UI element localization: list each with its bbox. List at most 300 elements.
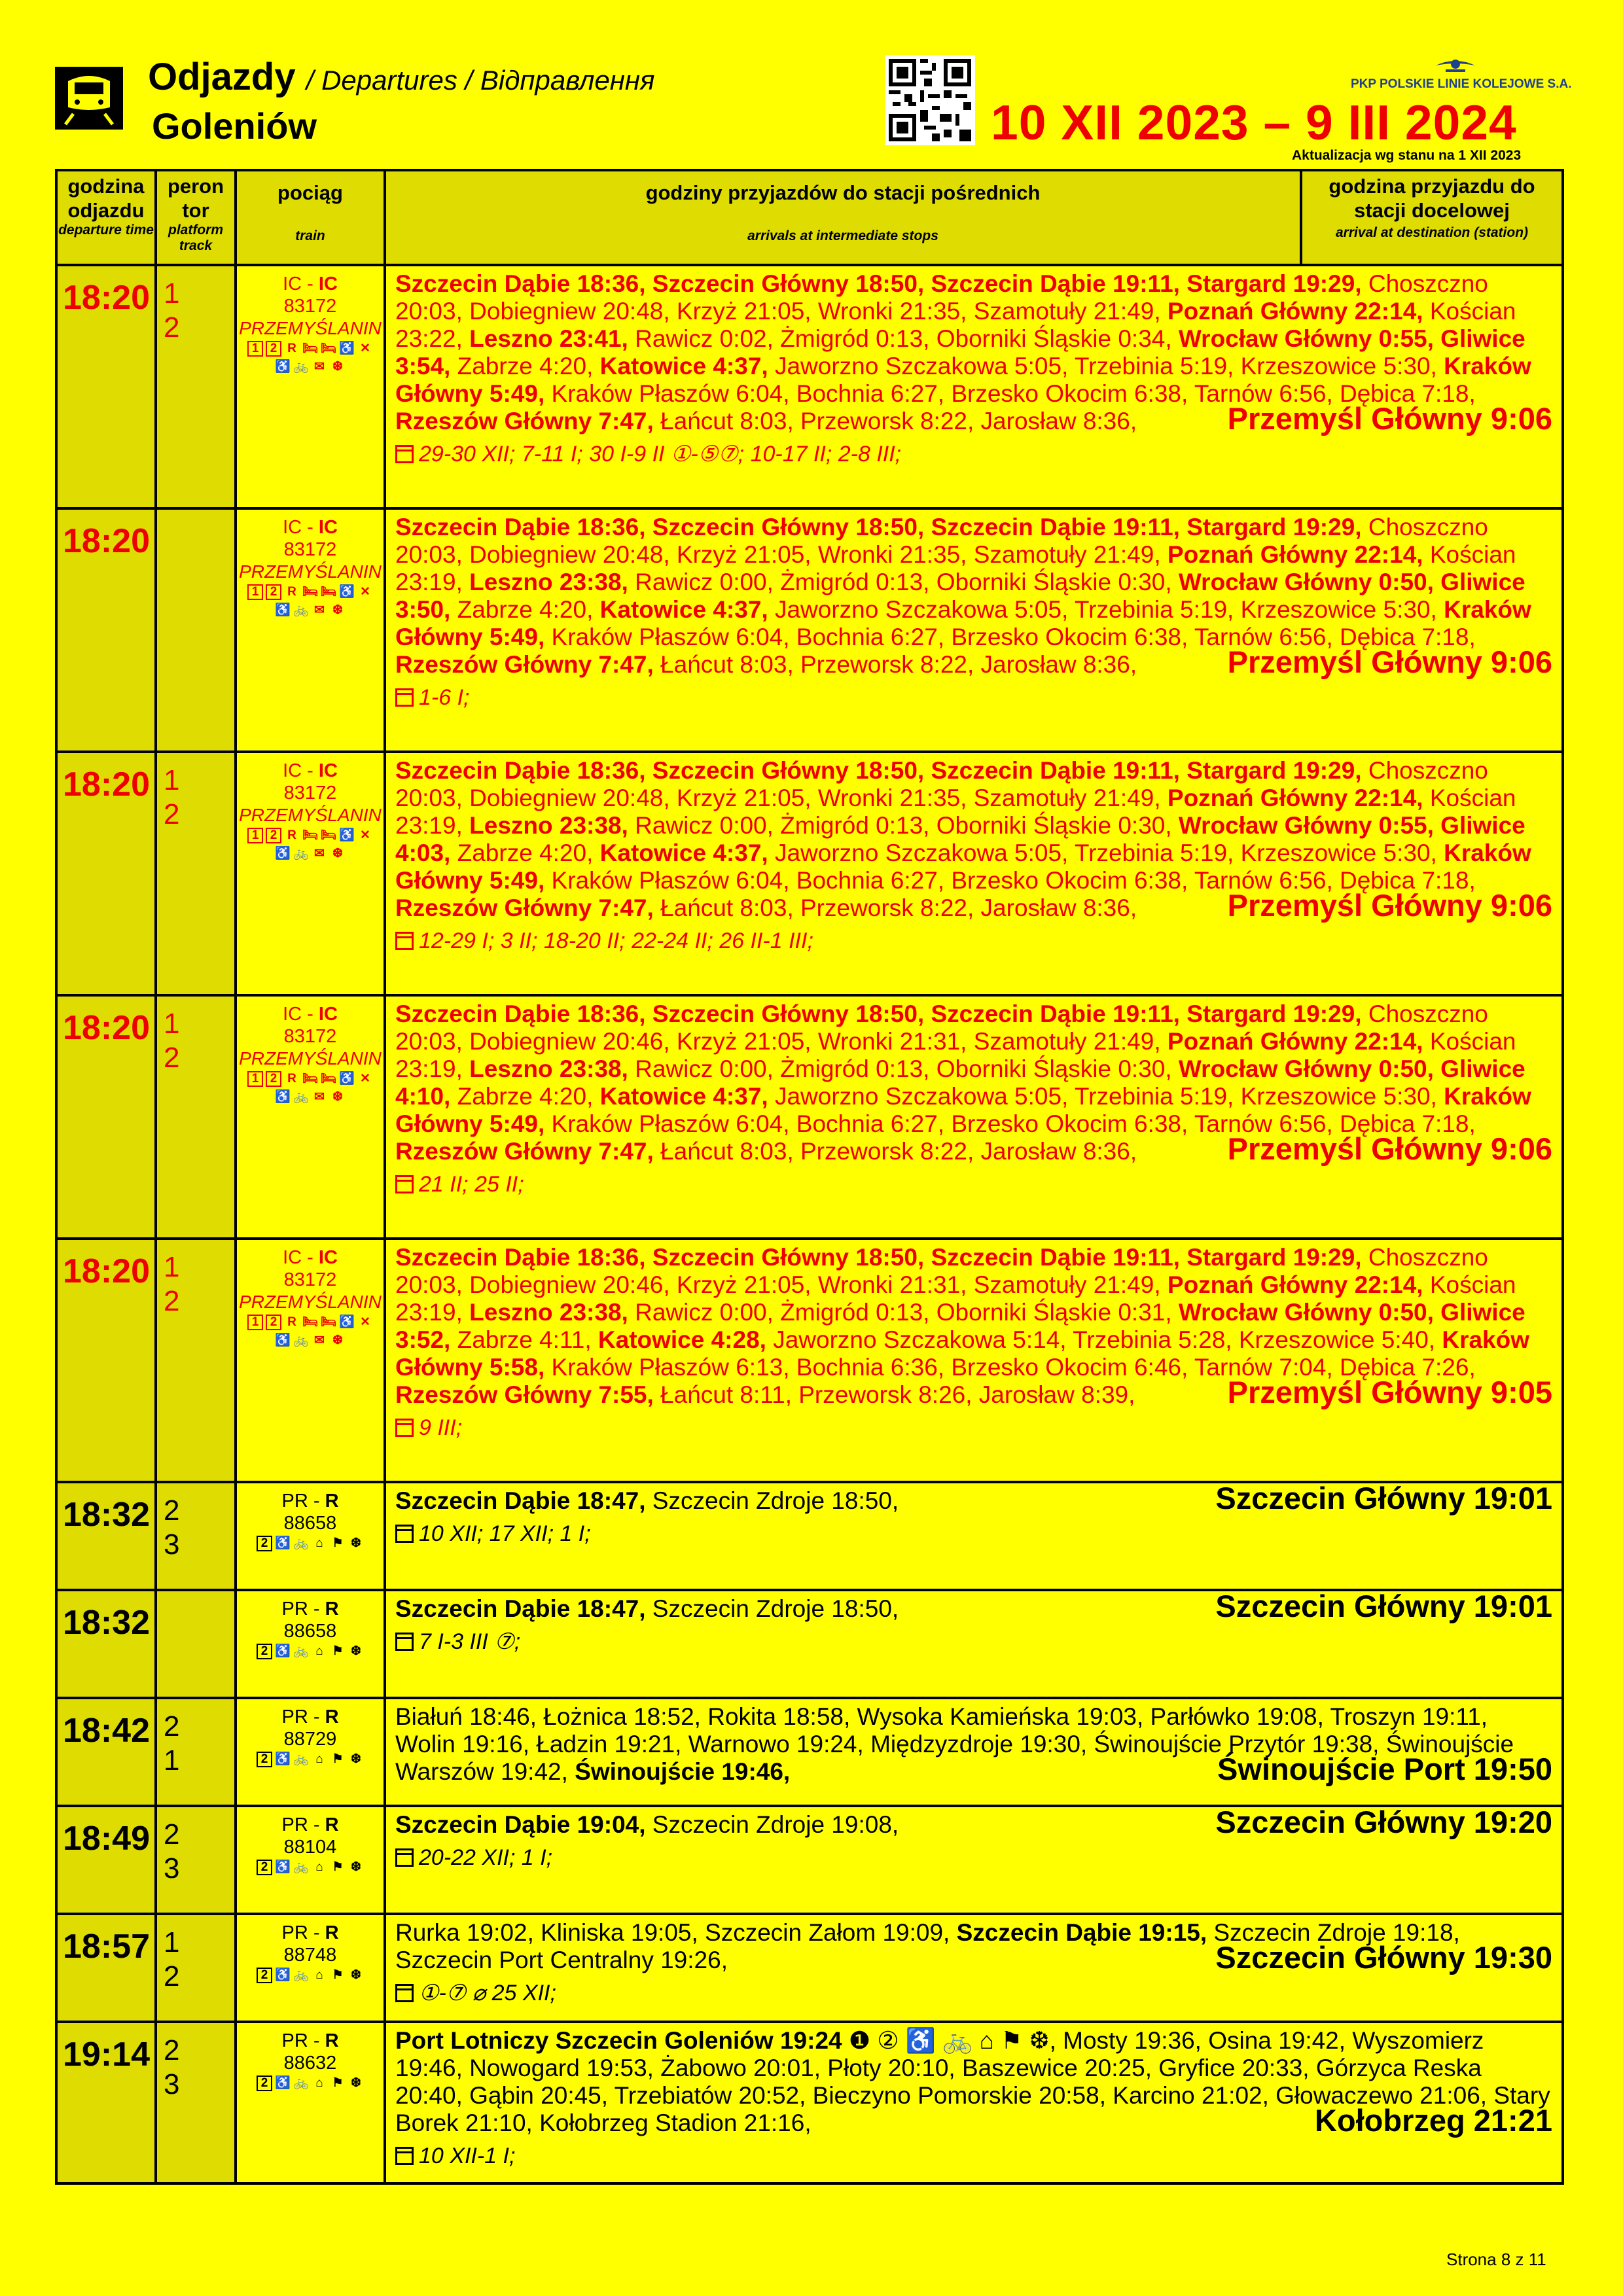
sleeper-icon: 🛏 [302,585,319,599]
air-conditioning-icon: ❆ [332,1333,343,1347]
socket-icon: ⚑ [332,1752,344,1766]
calendar-row [395,684,1552,711]
train-amenities [237,1644,383,1659]
track-number: 2 [164,1960,180,1992]
platform-number: 2 [164,1818,180,1850]
wheelchair-icon: ♿ [275,1090,291,1104]
couchette-icon: 🛏 [321,1072,337,1086]
timetable [55,169,1564,2185]
intermediate-stops: Szczecin Dąbie 18:47, Szczecin Zdroje 18:50, [395,1595,899,1622]
calendar-icon [395,1419,414,1437]
category-code: R [325,1814,339,1835]
bicycle-icon: 🚲 [293,847,309,860]
departure-time: 18:32 [63,1496,150,1534]
running-days: 12-29 I; 3 II; 18-20 II; 22-24 II; 26 II-1 III; [419,928,813,953]
column-destination [1301,170,1563,265]
table-row [56,265,1563,508]
train-category: PR - R [281,1598,339,1619]
second-class-icon: 2 [266,584,281,600]
departure-time-cell [56,1806,156,1914]
destination-arrival: Szczecin Główny 19:30 [1215,1940,1552,1975]
column-dest-label: godzina przyjazdu do stacji docelowej [1329,175,1535,222]
platform-number: 1 [164,764,180,796]
couchette-icon: 🛏 [321,828,337,842]
carrier: PR [281,1598,308,1619]
bicycle-icon: 🚲 [293,1644,309,1658]
header-row [56,170,1563,265]
train-cell [236,1914,385,2022]
reservation-icon: R [287,1072,296,1086]
departure-time-cell [56,265,156,508]
mail-icon: ✉ [314,1090,325,1104]
second-class-icon: 2 [257,1752,272,1767]
bicycle-icon: 🚲 [293,1333,309,1347]
train-name: PRZEMYŚLANIN [239,561,382,582]
track-number: 2 [164,1285,180,1317]
running-days: 1-6 I; [419,685,470,710]
station-name: Goleniów [152,105,317,147]
calendar-icon [395,932,414,950]
track-number [164,1636,234,1670]
column-platform-en: platform track [168,222,223,253]
running-days: 21 II; 25 II; [419,1172,524,1197]
destination-arrival: Szczecin Główny 19:01 [1215,1481,1552,1515]
second-class-icon: 2 [257,1860,272,1875]
second-class-icon: 2 [257,2075,272,2091]
destination-arrival: Przemyśl Główny 9:05 [1227,1375,1552,1409]
train-category: PR - R [281,1922,339,1943]
platform-cell [156,265,236,508]
route-cell [385,1482,1563,1590]
air-conditioning-icon: ❆ [332,847,343,860]
platform-cell [156,1590,236,1698]
train-amenities [237,1752,383,1767]
route-cell [385,1806,1563,1914]
first-class-icon: 1 [247,1315,263,1330]
table-row [56,1914,1563,2022]
train-cell [236,1590,385,1698]
bicycle-icon: 🚲 [293,603,309,617]
bicycle-icon: 🚲 [293,1752,309,1766]
wifi-icon: ⌂ [315,1860,323,1874]
category-code: IC [318,1004,338,1025]
title-text: Odjazdy [148,56,296,98]
table-row [56,2022,1563,2183]
calendar-row [395,927,1552,955]
platform-number [164,520,234,554]
calendar-row [395,1414,1552,1441]
carrier: IC [283,1004,302,1025]
title-translation: / Departures / Відправлення [306,65,655,96]
calendar-row [395,1520,1552,1547]
carrier: PR [281,1491,308,1511]
qr-code-icon [885,55,975,145]
carrier: IC [283,760,302,781]
category-code: R [325,1598,339,1619]
category-code: IC [318,1247,338,1268]
wheelchair-icon: ♿ [275,1536,291,1550]
no-smoking-icon: ✕ [360,1072,370,1086]
column-train-en: train [295,228,325,243]
departure-time: 18:20 [63,1252,150,1290]
departure-time: 18:49 [63,1820,150,1858]
calendar-icon [395,2147,414,2165]
track-number: 3 [164,1852,180,1884]
train-amenities [237,828,383,862]
second-class-icon: 2 [266,828,281,843]
train-cell [236,1239,385,1482]
column-time-label: godzina odjazdu [67,175,145,222]
train-cell [236,1482,385,1590]
couchette-icon: 🛏 [321,585,337,599]
calendar-icon [395,1525,414,1543]
couchette-icon: 🛏 [321,342,337,355]
category-code: IC [318,760,338,781]
header [55,55,1572,169]
carrier: IC [283,274,302,294]
bicycle-icon: 🚲 [293,1860,309,1874]
train-number: 83172 [283,296,337,317]
reservation-icon: R [287,828,296,842]
couchette-icon: 🛏 [321,1315,337,1329]
socket-icon: ⚑ [332,1968,344,1982]
calendar-row [395,1979,1552,2007]
wifi-icon: ⌂ [315,1644,323,1658]
track-number: 2 [164,311,180,344]
platform-number: 1 [164,277,180,309]
running-days: 10 XII-1 I; [419,2144,516,2168]
platform-number: 2 [164,2034,180,2066]
platform-number: 1 [164,1926,180,1958]
train-cell [236,752,385,995]
route-cell [385,752,1563,995]
train-name: PRZEMYŚLANIN [239,1292,382,1312]
departure-time: 18:20 [63,1009,150,1047]
accessible-sleeper-icon: ♿ [339,1072,355,1086]
wifi-icon: ⌂ [315,1536,323,1550]
platform-cell [156,508,236,752]
accessible-sleeper-icon: ♿ [339,828,355,842]
first-class-icon: 1 [247,828,263,843]
sleeper-icon: 🛏 [302,342,319,355]
category-code: IC [318,517,338,538]
second-class-icon: 2 [266,1315,281,1330]
calendar-row [395,1628,1552,1655]
train-number: 83172 [283,1026,337,1047]
reservation-icon: R [287,1315,296,1329]
departure-time-cell [56,1698,156,1806]
platform-cell [156,2022,236,2183]
mail-icon: ✉ [314,847,325,860]
route-cell [385,1590,1563,1698]
running-days: ①-⑦ ⌀ 25 XII; [419,1981,556,2005]
column-stops-en: arrivals at intermediate stops [747,228,938,243]
train-category: IC - IC [283,1004,338,1025]
carrier: IC [283,1247,302,1268]
table-row [56,995,1563,1239]
column-stops-label: godziny przyjazdów do stacji pośrednich [645,181,1041,204]
first-class-icon: 1 [247,584,263,600]
column-time-en: departure time [58,222,154,238]
train-name: PRZEMYŚLANIN [239,805,382,825]
first-class-icon: 1 [247,1071,263,1087]
train-amenities [237,2075,383,2091]
carrier: PR [281,1814,308,1835]
category-code: R [325,1922,339,1943]
wheelchair-icon: ♿ [275,1968,291,1982]
train-name: PRZEMYŚLANIN [239,1048,382,1069]
train-amenities [237,584,383,618]
carrier: IC [283,517,302,538]
bicycle-icon: 🚲 [293,1536,309,1550]
category-code: R [325,1706,339,1727]
departure-time: 18:57 [63,1928,150,1966]
wheelchair-icon: ♿ [275,360,291,374]
route-cell [385,1239,1563,1482]
second-class-icon: 2 [266,341,281,357]
carrier: PR [281,1922,308,1943]
destination-arrival: Świnoujście Port 19:50 [1217,1752,1552,1786]
wheelchair-icon: ♿ [275,1860,291,1874]
wifi-icon: ⌂ [315,1752,323,1766]
departure-time: 18:20 [63,279,150,317]
train-number: 88658 [283,1513,337,1534]
calendar-icon [395,1984,414,2002]
second-class-icon: 2 [257,1644,272,1659]
departure-time-cell [56,1482,156,1590]
train-number: 83172 [283,783,337,804]
wheelchair-icon: ♿ [275,847,291,860]
destination-arrival: Przemyśl Główny 9:06 [1227,888,1552,923]
no-smoking-icon: ✕ [360,342,370,355]
sleeper-icon: 🛏 [302,828,319,842]
track-number: 2 [164,1042,180,1074]
running-days: 20-22 XII; 1 I; [419,1845,553,1870]
sleeper-icon: 🛏 [302,1315,319,1329]
air-conditioning-icon: ❆ [351,1536,361,1550]
train-category: PR - R [281,1491,339,1511]
platform-cell [156,995,236,1239]
departure-time-cell [56,752,156,995]
platform-cell [156,1914,236,2022]
validity-period: 10 XII 2023 – 9 III 2024 [991,95,1517,150]
train-category: IC - IC [283,760,338,781]
wheelchair-icon: ♿ [275,1333,291,1347]
air-conditioning-icon: ❆ [332,360,343,374]
train-icon [55,67,123,130]
mail-icon: ✉ [314,1333,325,1347]
train-name: PRZEMYŚLANIN [239,318,382,338]
calendar-icon [395,1848,414,1867]
table-row [56,1239,1563,1482]
departure-time: 18:42 [63,1712,150,1750]
train-number: 88729 [283,1729,337,1750]
platform-cell [156,752,236,995]
departure-time: 18:20 [63,522,150,560]
socket-icon: ⚑ [332,1644,344,1658]
column-stops [385,170,1301,265]
platform-number: 1 [164,1008,180,1040]
no-smoking-icon: ✕ [360,585,370,599]
train-amenities [237,341,383,375]
calendar-row [395,1844,1552,1871]
track-number: 3 [164,2068,180,2100]
departure-time-cell [56,1239,156,1482]
carrier: PR [281,2030,308,2051]
destination-arrival: Szczecin Główny 19:01 [1215,1589,1552,1623]
bicycle-icon: 🚲 [293,2076,309,2090]
departure-time-cell [56,2022,156,2183]
intermediate-stops: Szczecin Dąbie 18:36, Szczecin Główny 18:50, Szczecin Dąbie 19:11, Stargard 19:29, Choszczno 20:03, Dobiegniew 20:46, Krzyż 21:05, Wronki 21:31, Szamotuły 21:49, Poznań Główny 22:14, Kościan 23:19, Leszno 23:38, Rawicz 0:00, Żmigród 0:13, Oborniki Śląskie 0:31, Wrocław Główny 0:50, Gliwice 3:52, Zabrze 4:11, Katowice 4:28, Jaworzno Szczakowa 5:14, Trzebinia 5:28, Krzeszowice 5:40, Kraków Główny 5:58, Kraków Płaszów 6:13, Bochnia 6:36, Brzesko Okocim 6:46, Tarnów 7:04, Dębica 7:26, Rzeszów Główny 7:55, Łańcut 8:11, Przeworsk 8:26, Jarosław 8:39, [395,1244,1530,1408]
train-category: IC - IC [283,517,338,538]
page-number: Strona 8 z 11 [1446,2250,1546,2269]
train-number: 88658 [283,1621,337,1642]
route-cell [385,1914,1563,2022]
column-platform [156,170,236,265]
train-category: PR - R [281,1706,339,1727]
calendar-icon [395,688,414,707]
track-number: 2 [164,798,180,830]
bicycle-icon: 🚲 [293,1090,309,1104]
company-name: PKP POLSKIE LINIE KOLEJOWE S.A. [1351,77,1572,91]
intermediate-stops: Szczecin Dąbie 18:36, Szczecin Główny 18:50, Szczecin Dąbie 19:11, Stargard 19:29, Choszczno 20:03, Dobiegniew 20:48, Krzyż 21:05, Wronki 21:35, Szamotuły 21:49, Poznań Główny 22:14, Kościan 23:19, Leszno 23:38, Rawicz 0:00, Żmigród 0:13, Oborniki Śląskie 0:30, Wrocław Główny 0:50, Gliwice 3:50, Zabrze 4:20, Katowice 4:37, Jaworzno Szczakowa 5:05, Trzebinia 5:19, Krzeszowice 5:30, Kraków Główny 5:49, Kraków Płaszów 6:04, Bochnia 6:27, Brzesko Okocim 6:38, Tarnów 6:56, Dębica 7:18, Rzeszów Główny 7:47, Łańcut 8:03, Przeworsk 8:22, Jarosław 8:36, [395,514,1531,678]
carrier: PR [281,1706,308,1727]
pkp-logo [1351,55,1572,94]
departure-time-cell [56,1914,156,2022]
train-category: PR - R [281,1814,339,1835]
first-class-icon: 1 [247,341,263,357]
train-cell [236,1698,385,1806]
wheelchair-icon: ♿ [275,603,291,617]
departure-time: 18:32 [63,1604,150,1642]
air-conditioning-icon: ❆ [351,1752,361,1766]
route-cell [385,995,1563,1239]
route-cell [385,265,1563,508]
table-row [56,508,1563,752]
no-smoking-icon: ✕ [360,1315,370,1329]
calendar-icon [395,1633,414,1651]
calendar-icon [395,445,414,463]
socket-icon: ⚑ [332,1536,344,1550]
train-number: 83172 [283,539,337,560]
train-number: 88104 [283,1837,337,1858]
wheelchair-icon: ♿ [275,2076,291,2090]
destination-arrival: Przemyśl Główny 9:06 [1227,1131,1552,1166]
intermediate-stops: Port Lotniczy Szczecin Goleniów 19:24 ❶ ② ♿ 🚲 ⌂ ⚑ ❆, Mosty 19:36, Osina 19:42, Wyszomierz 19:46, Nowogard 19:53, Żabowo 20:01, Płoty 20:10, Baszewice 20:25, Gryfice 20:33, Górzyca Reska 20:40, Gąbin 20:45, Trzebiatów 20:52, Bieczyno Pomorskie 20:58, Karcino 21:02, Głowaczewo 21:06, Stary Borek 21:10, Kołobrzeg Stadion 21:16, [395,2027,1550,2136]
departure-time: 19:14 [63,2036,150,2074]
column-platform-label: peron tor [167,175,224,222]
table-row [56,752,1563,995]
table-row [56,1482,1563,1590]
wifi-icon: ⌂ [315,2076,323,2090]
wifi-icon: ⌂ [315,1968,323,1982]
air-conditioning-icon: ❆ [351,1968,361,1982]
table-row [56,1806,1563,1914]
train-category: PR - R [281,2030,339,2051]
wheelchair-icon: ♿ [275,1752,291,1766]
train-number: 88632 [283,2053,337,2074]
wheelchair-icon: ♿ [275,1644,291,1658]
departure-time-cell [56,995,156,1239]
train-amenities [237,1536,383,1551]
air-conditioning-icon: ❆ [332,603,343,617]
running-days: 29-30 XII; 7-11 I; 30 I-9 II ①-⑤⑦; 10-17 II; 2-8 III; [419,442,902,467]
departure-time: 18:20 [63,766,150,804]
train-amenities [237,1968,383,1983]
destination-arrival: Kołobrzeg 21:21 [1314,2103,1552,2138]
platform-cell [156,1239,236,1482]
train-cell [236,1806,385,1914]
train-cell [236,265,385,508]
track-number: 1 [164,1744,180,1776]
second-class-icon: 2 [257,1968,272,1983]
route-cell [385,1698,1563,1806]
sleeper-icon: 🛏 [302,1072,319,1086]
calendar-row [395,2142,1552,2170]
platform-cell [156,1806,236,1914]
category-code: R [325,2030,339,2051]
train-amenities [237,1071,383,1105]
platform-number [164,1602,234,1636]
destination-arrival: Szczecin Główny 19:20 [1215,1805,1552,1839]
second-class-icon: 2 [257,1536,272,1551]
bicycle-icon: 🚲 [293,360,309,374]
category-code: IC [318,274,338,294]
calendar-row [395,1171,1552,1198]
calendar-row [395,440,1552,468]
train-amenities [237,1860,383,1875]
platform-number: 2 [164,1710,180,1742]
intermediate-stops: Szczecin Dąbie 18:47, Szczecin Zdroje 18:50, [395,1487,899,1514]
train-category: IC - IC [283,1247,338,1268]
table-row [56,1698,1563,1806]
socket-icon: ⚑ [332,2076,344,2090]
train-number: 83172 [283,1269,337,1290]
calendar-icon [395,1175,414,1193]
platform-number: 1 [164,1251,180,1283]
reservation-icon: R [287,342,296,355]
track-number: 3 [164,1528,180,1561]
accessible-sleeper-icon: ♿ [339,342,355,355]
air-conditioning-icon: ❆ [351,2076,361,2090]
intermediate-stops: Szczecin Dąbie 19:04, Szczecin Zdroje 19:08, [395,1811,899,1838]
mail-icon: ✉ [314,360,325,374]
train-cell [236,995,385,1239]
column-train [236,170,385,265]
air-conditioning-icon: ❆ [351,1644,361,1658]
intermediate-stops: Rurka 19:02, Kliniska 19:05, Szczecin Załom 19:09, Szczecin Dąbie 19:15, Szczecin Zdroje 19:18, Szczecin Port Centralny 19:26, [395,1919,1460,1973]
intermediate-stops: Szczecin Dąbie 18:36, Szczecin Główny 18:50, Szczecin Dąbie 19:11, Stargard 19:29, Choszczno 20:03, Dobiegniew 20:48, Krzyż 21:05, Wronki 21:35, Szamotuły 21:49, Poznań Główny 22:14, Kościan 23:22, Leszno 23:41, Rawicz 0:02, Żmigród 0:13, Oborniki Śląskie 0:34, Wrocław Główny 0:55, Gliwice 3:54, Zabrze 4:20, Katowice 4:37, Jaworzno Szczakowa 5:05, Trzebinia 5:19, Krzeszowice 5:30, Kraków Główny 5:49, Kraków Płaszów 6:04, Bochnia 6:27, Brzesko Okocim 6:38, Tarnów 6:56, Dębica 7:18, Rzeszów Główny 7:47, Łańcut 8:03, Przeworsk 8:22, Jarosław 8:36, [395,270,1531,434]
column-train-label: pociąg [277,181,343,204]
platform-number: 2 [164,1494,180,1527]
running-days: 9 III; [419,1415,463,1440]
accessible-sleeper-icon: ♿ [339,1315,355,1329]
destination-arrival: Przemyśl Główny 9:06 [1227,645,1552,679]
train-amenities [237,1315,383,1349]
departure-time-cell [56,508,156,752]
air-conditioning-icon: ❆ [332,1090,343,1104]
route-cell [385,508,1563,752]
destination-arrival: Przemyśl Główny 9:06 [1227,401,1552,436]
second-class-icon: 2 [266,1071,281,1087]
train-cell [236,508,385,752]
page-title [148,55,654,99]
accessible-sleeper-icon: ♿ [339,585,355,599]
no-smoking-icon: ✕ [360,828,370,842]
departure-time-cell [56,1590,156,1698]
bicycle-icon: 🚲 [293,1968,309,1982]
train-number: 88748 [283,1945,337,1966]
